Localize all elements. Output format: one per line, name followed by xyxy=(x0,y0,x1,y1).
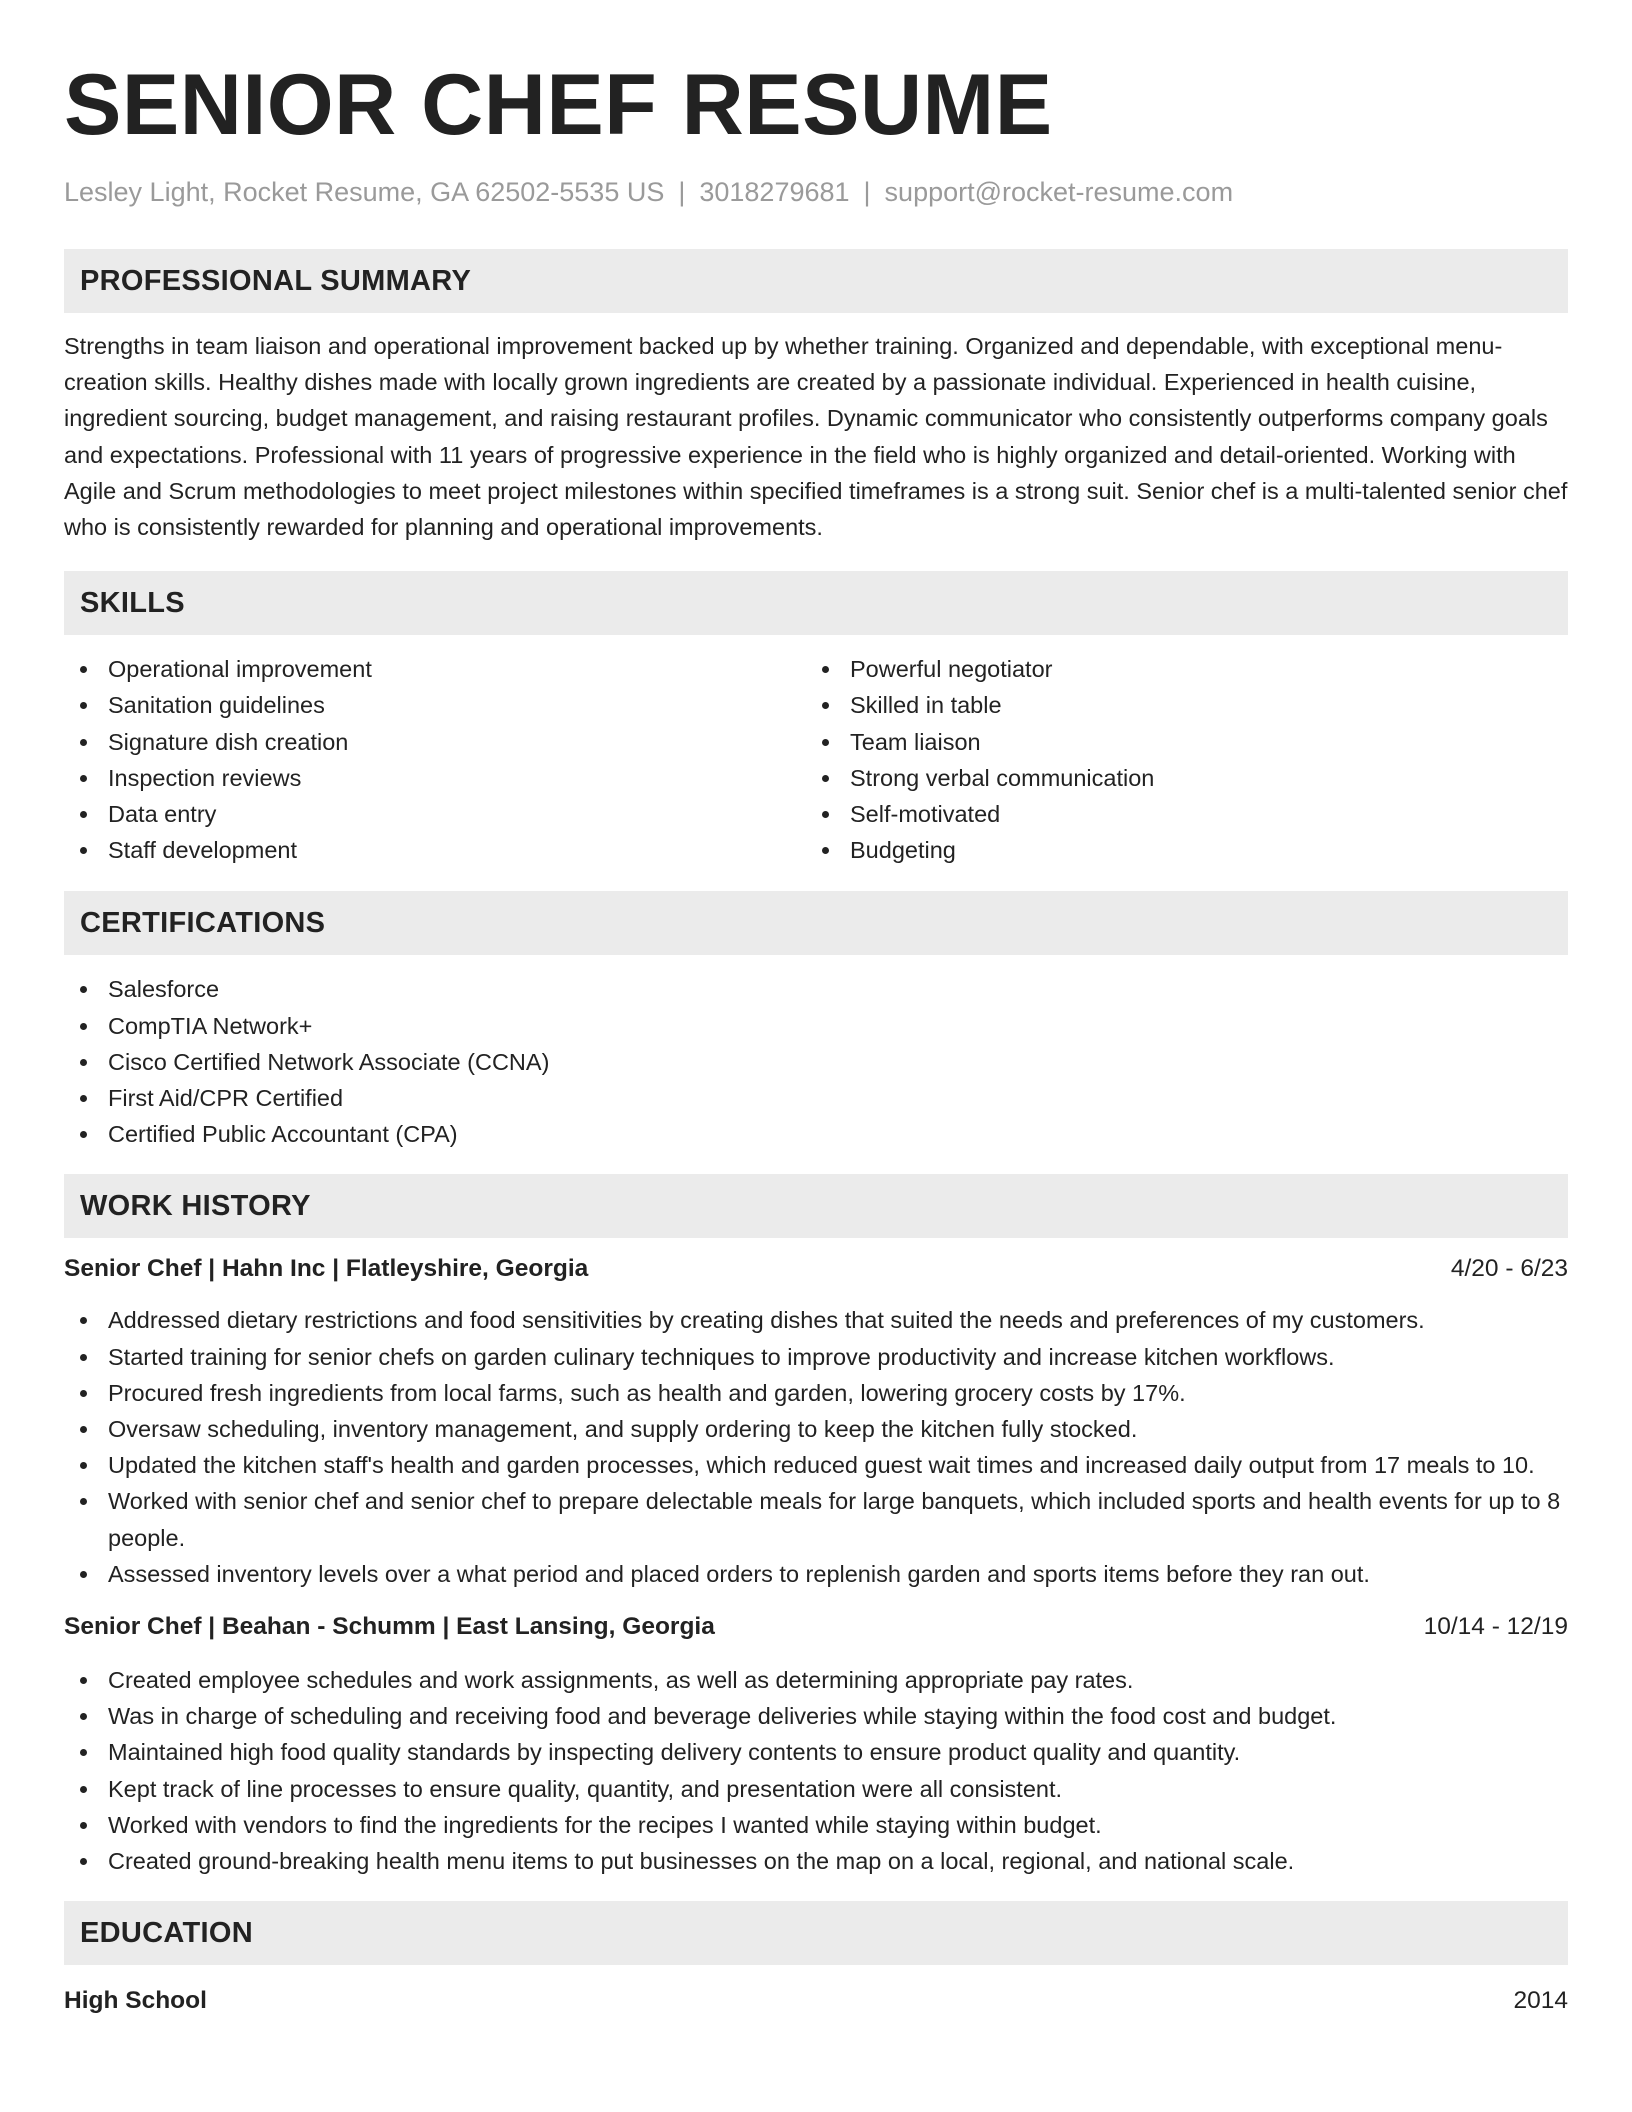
skill-item: Data entry xyxy=(64,796,806,832)
skill-item: Team liaison xyxy=(806,724,1548,760)
resume-page xyxy=(64,0,1568,2019)
summary-heading: PROFESSIONAL SUMMARY xyxy=(64,249,1568,313)
job-duty: Addressed dietary restrictions and food sensitivities by creating dishes that suited the needs and preferences of my customers. xyxy=(64,1302,1568,1338)
skills-heading: SKILLS xyxy=(64,571,1568,635)
skills-column-right xyxy=(806,651,1548,868)
certifications-list xyxy=(64,971,1568,1152)
certification-item: Certified Public Accountant (CPA) xyxy=(64,1116,1568,1152)
education-heading: EDUCATION xyxy=(64,1901,1568,1965)
job-dates: 4/20 - 6/23 xyxy=(1450,1255,1568,1283)
contact-email[interactable]: support@rocket-resume.com xyxy=(884,177,1234,207)
contact-address: Lesley Light, Rocket Resume, GA 62502-5535 US xyxy=(64,177,665,207)
skill-item: Self-motivated xyxy=(806,796,1548,832)
job-duty: Was in charge of scheduling and receiving food and beverage deliveries while staying within the food cost and budget. xyxy=(64,1698,1568,1734)
certification-item: CompTIA Network+ xyxy=(64,1008,1568,1044)
job-duty: Procured fresh ingredients from local farms, such as health and garden, lowering grocery costs by 17%. xyxy=(64,1375,1568,1411)
contact-phone: 3018279681 xyxy=(699,177,850,207)
skill-item: Signature dish creation xyxy=(64,724,806,760)
skill-item: Budgeting xyxy=(806,832,1548,868)
job-header xyxy=(64,1251,1568,1287)
certification-item: Cisco Certified Network Associate (CCNA) xyxy=(64,1044,1568,1080)
job-duty: Assessed inventory levels over a what period and placed orders to replenish garden and sports items before they ran out. xyxy=(64,1556,1568,1592)
job-dates: 10/14 - 12/19 xyxy=(1423,1613,1568,1641)
skill-item: Sanitation guidelines xyxy=(64,687,806,723)
contact-line xyxy=(64,175,1568,209)
job-header xyxy=(64,1609,1568,1645)
education-school: High School xyxy=(64,1987,207,2015)
skill-item: Strong verbal communication xyxy=(806,760,1548,796)
certification-item: First Aid/CPR Certified xyxy=(64,1080,1568,1116)
work-history-heading: WORK HISTORY xyxy=(64,1174,1568,1238)
job-duty: Maintained high food quality standards by inspecting delivery contents to ensure product quality and quantity. xyxy=(64,1734,1568,1770)
resume-title: SENIOR CHEF RESUME xyxy=(64,57,1053,153)
job-duty: Created ground-breaking health menu items to put businesses on the map on a local, regional, and national scale. xyxy=(64,1843,1568,1879)
skill-item: Operational improvement xyxy=(64,651,806,687)
job-entry xyxy=(64,1609,1568,1879)
job-duty: Oversaw scheduling, inventory management, and supply ordering to keep the kitchen fully stocked. xyxy=(64,1411,1568,1447)
job-duty: Created employee schedules and work assignments, as well as determining appropriate pay rates. xyxy=(64,1662,1568,1698)
education-year: 2014 xyxy=(1513,1987,1568,2015)
skill-item: Powerful negotiator xyxy=(806,651,1548,687)
skills-column-left xyxy=(64,651,806,868)
job-duty: Kept track of line processes to ensure quality, quantity, and presentation were all consistent. xyxy=(64,1771,1568,1807)
certifications-heading: CERTIFICATIONS xyxy=(64,891,1568,955)
skills-list xyxy=(64,651,1568,868)
job-duty: Worked with senior chef and senior chef to prepare delectable meals for large banquets, which included sports and health events for up to 8 people. xyxy=(64,1483,1568,1555)
contact-separator: | xyxy=(863,177,871,207)
job-duties xyxy=(64,1662,1568,1879)
job-duty: Updated the kitchen staff's health and garden processes, which reduced guest wait times and increased daily output from 17 meals to 10. xyxy=(64,1447,1568,1483)
job-title: Senior Chef | Beahan - Schumm | East Lansing, Georgia xyxy=(64,1613,715,1641)
contact-separator: | xyxy=(678,177,686,207)
skill-item: Staff development xyxy=(64,832,806,868)
skill-item: Skilled in table xyxy=(806,687,1548,723)
skill-item: Inspection reviews xyxy=(64,760,806,796)
certification-item: Salesforce xyxy=(64,971,1568,1007)
job-duty: Started training for senior chefs on garden culinary techniques to improve productivity and increase kitchen workflows. xyxy=(64,1339,1568,1375)
education-entry xyxy=(64,1983,1568,2019)
job-duty: Worked with vendors to find the ingredients for the recipes I wanted while staying within budget. xyxy=(64,1807,1568,1843)
job-title: Senior Chef | Hahn Inc | Flatleyshire, Georgia xyxy=(64,1255,589,1283)
summary-text: Strengths in team liaison and operational improvement backed up by whether training. Organized and dependable, with exceptional menu-creation skills. Healthy dishes made with locally grown ingredients are created by a passionate individual. Experienced in health cuisine, ingredient sourcing, budget management, and raising restaurant profiles. Dynamic communicator who consistently outperforms company goals and expectations. Professional with 11 years of progressive experience in the field who is highly organized and detail-oriented. Working with Agile and Scrum methodologies to meet project milestones within specified timeframes is a strong suit. Senior chef is a multi-talented senior chef who is consistently rewarded for planning and operational improvements. xyxy=(64,333,1568,541)
job-entry xyxy=(64,1251,1568,1592)
job-duties xyxy=(64,1302,1568,1592)
